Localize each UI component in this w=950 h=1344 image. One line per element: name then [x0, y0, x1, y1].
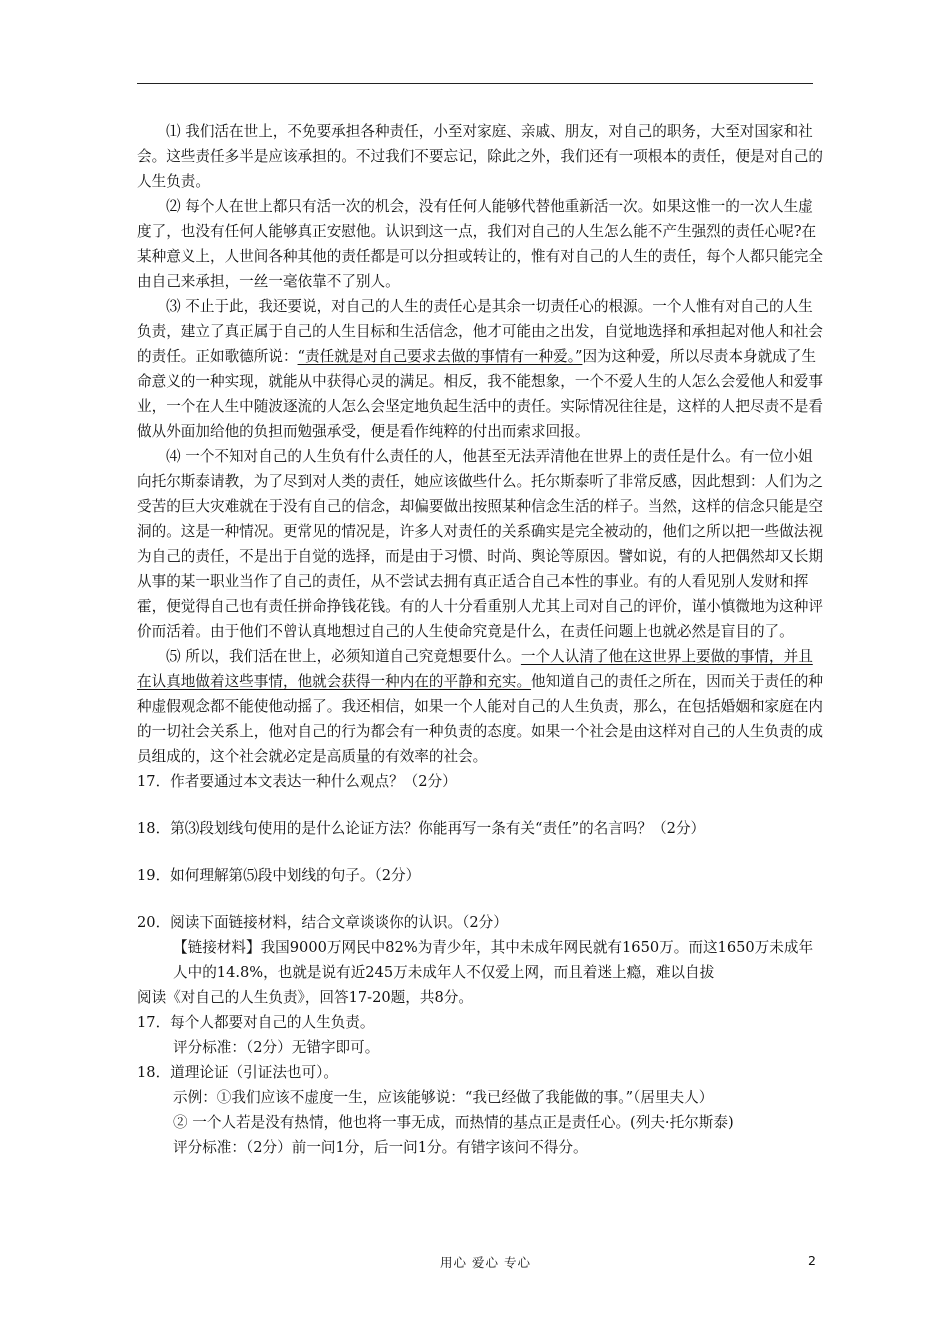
paragraph-3-text-b: 因为这种爱，所以尽责本身就成了生命意义的一种实现，就能从中获得心灵的满足。相反，我不能想象，一个不爱人生的人怎么会爱他人和爱事业，一个在人生中随波逐流的人怎么会坚定地负起生活中的责任。实际情况往往是，这样的人把尽责不是看做从外面加给他的负担而勉强承受，便是看作纯粹的付出而索求回报。 [137, 348, 823, 440]
answer-18-example-2: ② 一个人若是没有热情，他也将一事无成，而热情的基点正是责任心。(列夫·托尔斯泰) [173, 1114, 734, 1131]
document-body [137, 119, 827, 1160]
answer-18: 18．道理论证（引证法也可）。 [137, 1064, 338, 1081]
underlined-goethe-quote: “责任就是对自己要求去做的事情有一种爱。” [297, 348, 583, 365]
paragraph-5-text-b: 他知道自己的责任之所在，因而关于责任的种种虚假观念都不能使他动摇了。我还相信，如果一个人能对自己的人生负责，那么，在包括婚姻和家庭在内的一切社会关系上，他对自己的行为都会有一种负责的态度。如果一个社会是由这样对自己的人生负责的成员组成的，这个社会就必定是高质量的有效率的社会。 [137, 673, 823, 765]
page-number: 2 [808, 1253, 816, 1268]
question-20: 20．阅读下面链接材料，结合文章谈谈你的认识。（2分） [137, 914, 508, 931]
answer-18-example-1: 示例：①我们应该不虚度一生，应该能够说：“我已经做了我能做的事。”（居里夫人） [173, 1089, 714, 1106]
answer-17-scoring: 评分标准：（2分）无错字即可。 [173, 1039, 380, 1056]
underlined-key-sentence: 一个人认清了他在这世界上要做的事情，并且在认真地做着这些事情，他就会获得一种内在的平静和充实。 [137, 648, 813, 690]
paragraph-1: ⑴ 我们活在世上，不免要承担各种责任，小至对家庭、亲戚、朋友，对自己的职务，大至对国家和社会。这些责任多半是应该承担的。不过我们不要忘记，除此之外，我们还有一项根本的责任，便是对自己的人生负责。 [137, 123, 823, 190]
footer-motto: 用心 爱心 专心 [440, 1255, 531, 1270]
paragraph-3 [137, 294, 827, 444]
paragraph-3-text-a: ⑶ 不止于此，我还要说，对自己的人生的责任心是其余一切责任心的根源。一个人惟有对自己的人生负责，建立了真正属于自己的人生目标和生活信念，他才可能由之出发，自觉地选择和承担起对他人和社会的责任。正如歌德所说： [137, 298, 823, 365]
paragraph-5 [137, 644, 827, 769]
header-rule [137, 83, 813, 84]
paragraph-4: ⑷ 一个不知对自己的人生负有什么责任的人，他甚至无法弄清他在世界上的责任是什么。有一位小姐向托尔斯泰请教，为了尽到对人类的责任，她应该做些什么。托尔斯泰听了非常反感，因此想到：人们为之受苦的巨大灾难就在于没有自己的信念，却偏要做出按照某种信念生活的样子。当然，这样的信念只能是空洞的。这是一种情况。更常见的情况是，许多人对责任的关系确实是完全被动的，他们之所以把一些做法视为自己的责任，不是出于自觉的选择，而是由于习惯、时尚、舆论等原因。譬如说，有的人把偶然却又长期从事的某一职业当作了自己的责任，从不尝试去拥有真正适合自己本性的事业。有的人看见别人发财和挥霍，便觉得自己也有责任拼命挣钱花钱。有的人十分看重别人尤其上司对自己的评价，谨小慎微地为这种评价而活着。由于他们不曾认真地想过自己的人生使命究竟是什么，在责任问题上也就必然是盲目的了。 [137, 448, 823, 640]
answer-17: 17．每个人都要对自己的人生负责。 [137, 1014, 375, 1031]
answer-18-scoring: 评分标准：（2分）前一问1分，后一问1分。有错字该问不得分。 [173, 1139, 588, 1156]
question-17: 17．作者要通过本文表达一种什么观点？（2分） [137, 773, 457, 790]
paragraph-5-text-a: ⑸ 所以，我们活在世上，必须知道自己究竟想要什么。 [166, 648, 521, 665]
question-19: 19．如何理解第⑸段中划线的句子。（2分） [137, 867, 421, 884]
question-18: 18．第⑶段划线句使用的是什么论证方法？你能再写一条有关“责任”的名言吗？（2分） [137, 820, 706, 837]
linked-material: 【链接材料】我国9000万网民中82%为青少年，其中未成年网民就有1650万。而这1650万未成年人中的14.8%，也就是说有近245万未成年人不仅爱上网，而且着迷上瘾，难以自拔 [173, 939, 814, 981]
answer-header: 阅读《对自己的人生负责》，回答17-20题，共8分。 [137, 989, 473, 1006]
paragraph-2: ⑵ 每个人在世上都只有活一次的机会，没有任何人能够代替他重新活一次。如果这惟一的一次人生虚度了，也没有任何人能够真正安慰他。认识到这一点，我们对自己的人生怎么能不产生强烈的责任心呢?在某种意义上，人世间各种其他的责任都是可以分担或转让的，惟有对自己的人生的责任，每个人都只能完全由自己来承担，一丝一毫依靠不了别人。 [137, 198, 823, 290]
